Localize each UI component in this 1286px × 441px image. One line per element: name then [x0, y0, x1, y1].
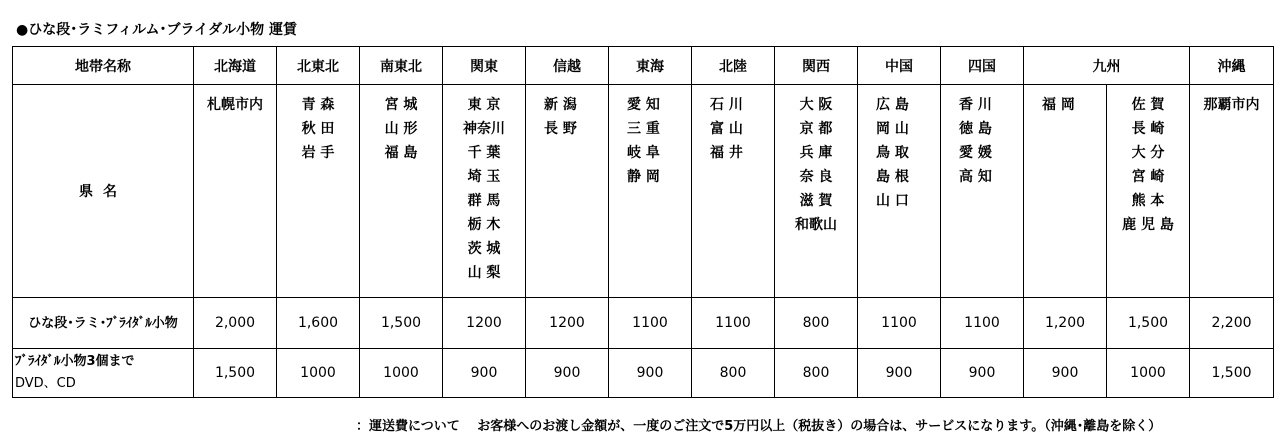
- zone-tokai: 東海: [609, 47, 692, 85]
- zone-hokuriku: 北陸: [692, 47, 775, 85]
- pref-cell-shinetsu: [526, 85, 609, 298]
- prefecture-name: 熊 本: [1131, 193, 1165, 209]
- prefecture-name: 東 京: [467, 97, 501, 113]
- rate-cell: 1100: [858, 298, 941, 349]
- rate-cell: 800: [775, 349, 858, 398]
- rate-row-bridal-small: [13, 349, 1274, 398]
- zone-header-row: [13, 47, 1274, 85]
- prefecture-name: 兵 庫: [799, 145, 833, 161]
- rate-cell: 900: [941, 349, 1024, 398]
- pref-cell-chugoku: [858, 85, 941, 298]
- rate-row-hinadan: [13, 298, 1274, 349]
- zone-minamitohoku: 南東北: [360, 47, 443, 85]
- prefecture-row: [13, 85, 1274, 298]
- prefecture-name: 愛 知: [627, 97, 660, 113]
- prefecture-name: 青 森: [301, 97, 335, 113]
- zone-kitatohoku: 北東北: [277, 47, 360, 85]
- pref-cell-okinawa: [1190, 85, 1274, 298]
- prefecture-name: 札幌市内: [207, 97, 263, 113]
- prefecture-name: 秋 田: [301, 121, 335, 137]
- rate-cell: 2,200: [1190, 298, 1274, 349]
- rate-cell: 1200: [443, 298, 526, 349]
- rate-cell: 1,200: [1024, 298, 1107, 349]
- prefecture-name: 福 井: [710, 145, 743, 161]
- prefecture-name: 佐 賀: [1131, 97, 1165, 113]
- prefecture-name: 静 岡: [627, 169, 660, 185]
- page-title: ●ひな段･ラミフィルム･ブライダル小物 運賃: [16, 22, 297, 38]
- prefecture-label: 県名: [13, 85, 194, 298]
- prefecture-name: 岩 手: [301, 145, 335, 161]
- zone-header: 地帯名称: [13, 47, 194, 85]
- rate-cell: 900: [858, 349, 941, 398]
- rate-cell: 1,500: [1190, 349, 1274, 398]
- prefecture-name: 群 馬: [467, 193, 501, 209]
- prefecture-name: 愛 媛: [959, 145, 992, 161]
- pref-cell-kanto: [443, 85, 526, 298]
- prefecture-name: 神奈川: [463, 121, 505, 137]
- rate-cell: 900: [1024, 349, 1107, 398]
- prefecture-name: 宮 城: [384, 97, 418, 113]
- shipping-note: ：運送費について お客様へのお渡し金額が、一度のご注文で5万円以上（税抜き）の場合は、サービスになります。（沖縄･離島を除く）: [356, 419, 1162, 434]
- prefecture-name: 大 阪: [799, 97, 833, 113]
- prefecture-name: 岡 山: [876, 121, 909, 137]
- prefecture-name: 山 形: [384, 121, 418, 137]
- prefecture-name: 滋 賀: [799, 193, 833, 209]
- pref-cell-kitatohoku: [277, 85, 360, 298]
- rate-cell: 1100: [692, 298, 775, 349]
- prefecture-name: 山 口: [876, 193, 909, 209]
- pref-cell-tokai: [609, 85, 692, 298]
- rate-row-label-line1: ﾌﾞﾗｲﾀﾞﾙ小物3個まで: [15, 354, 135, 369]
- prefecture-name: 千 葉: [467, 145, 501, 161]
- prefecture-name: 長 崎: [1131, 121, 1165, 137]
- rate-cell: 900: [609, 349, 692, 398]
- rate-cell: 1000: [1107, 349, 1190, 398]
- prefecture-name: 福 岡: [1042, 97, 1075, 113]
- rate-cell: 1,600: [277, 298, 360, 349]
- prefecture-name: 宮 崎: [1131, 169, 1165, 185]
- prefecture-name: 福 島: [384, 145, 418, 161]
- zone-kyushu: 九州: [1024, 47, 1190, 85]
- pref-cell-shikoku: [941, 85, 1024, 298]
- prefecture-name: 栃 木: [467, 217, 501, 233]
- rate-row-label-line2: DVD、CD: [15, 376, 76, 391]
- zone-kanto: 関東: [443, 47, 526, 85]
- rate-cell: 800: [775, 298, 858, 349]
- rate-row-label: [13, 349, 194, 398]
- pref-cell-kyushu-b: [1107, 85, 1190, 298]
- prefecture-name: 奈 良: [799, 169, 833, 185]
- zone-shinetsu: 信越: [526, 47, 609, 85]
- prefecture-name: 島 根: [876, 169, 909, 185]
- rate-cell: 900: [443, 349, 526, 398]
- zone-shikoku: 四国: [941, 47, 1024, 85]
- zone-chugoku: 中国: [858, 47, 941, 85]
- rate-cell: 1000: [277, 349, 360, 398]
- prefecture-name: 富 山: [710, 121, 743, 137]
- rate-cell: 1100: [609, 298, 692, 349]
- freight-rate-table: [12, 46, 1274, 398]
- prefecture-name: 京 都: [799, 121, 833, 137]
- prefecture-name: 新 潟: [544, 97, 577, 113]
- rate-row-label: ひな段･ラミ･ﾌﾞﾗｲﾀﾞﾙ小物: [13, 298, 194, 349]
- rate-cell: 800: [692, 349, 775, 398]
- pref-cell-kyushu-a: [1024, 85, 1107, 298]
- rate-cell: 1,500: [194, 349, 277, 398]
- prefecture-name: 大 分: [1131, 145, 1165, 161]
- rate-cell: 2,000: [194, 298, 277, 349]
- prefecture-name: 鳥 取: [876, 145, 909, 161]
- prefecture-name: 和歌山: [795, 217, 837, 233]
- prefecture-name: 長 野: [544, 121, 577, 137]
- prefecture-name: 石 川: [710, 97, 743, 113]
- prefecture-name: 埼 玉: [467, 169, 501, 185]
- zone-hokkaido: 北海道: [194, 47, 277, 85]
- prefecture-name: 三 重: [627, 121, 660, 137]
- pref-cell-hokuriku: [692, 85, 775, 298]
- rate-cell: 1100: [941, 298, 1024, 349]
- prefecture-name: 広 島: [876, 97, 909, 113]
- prefecture-name: 徳 島: [959, 121, 992, 137]
- pref-cell-minamitohoku: [360, 85, 443, 298]
- zone-okinawa: 沖縄: [1190, 47, 1274, 85]
- prefecture-name: 高 知: [959, 169, 992, 185]
- prefecture-name: 那覇市内: [1203, 97, 1260, 113]
- prefecture-name: 鹿 児 島: [1122, 217, 1174, 233]
- prefecture-name: 山 梨: [467, 265, 501, 281]
- rate-cell: 1,500: [1107, 298, 1190, 349]
- pref-cell-hokkaido: [194, 85, 277, 298]
- rate-cell: 1200: [526, 298, 609, 349]
- prefecture-name: 香 川: [959, 97, 992, 113]
- prefecture-name: 岐 阜: [627, 145, 660, 161]
- rate-cell: 1,500: [360, 298, 443, 349]
- rate-cell: 1000: [360, 349, 443, 398]
- zone-kansai: 関西: [775, 47, 858, 85]
- prefecture-name: 茨 城: [467, 241, 501, 257]
- pref-cell-kansai: [775, 85, 858, 298]
- rate-cell: 900: [526, 349, 609, 398]
